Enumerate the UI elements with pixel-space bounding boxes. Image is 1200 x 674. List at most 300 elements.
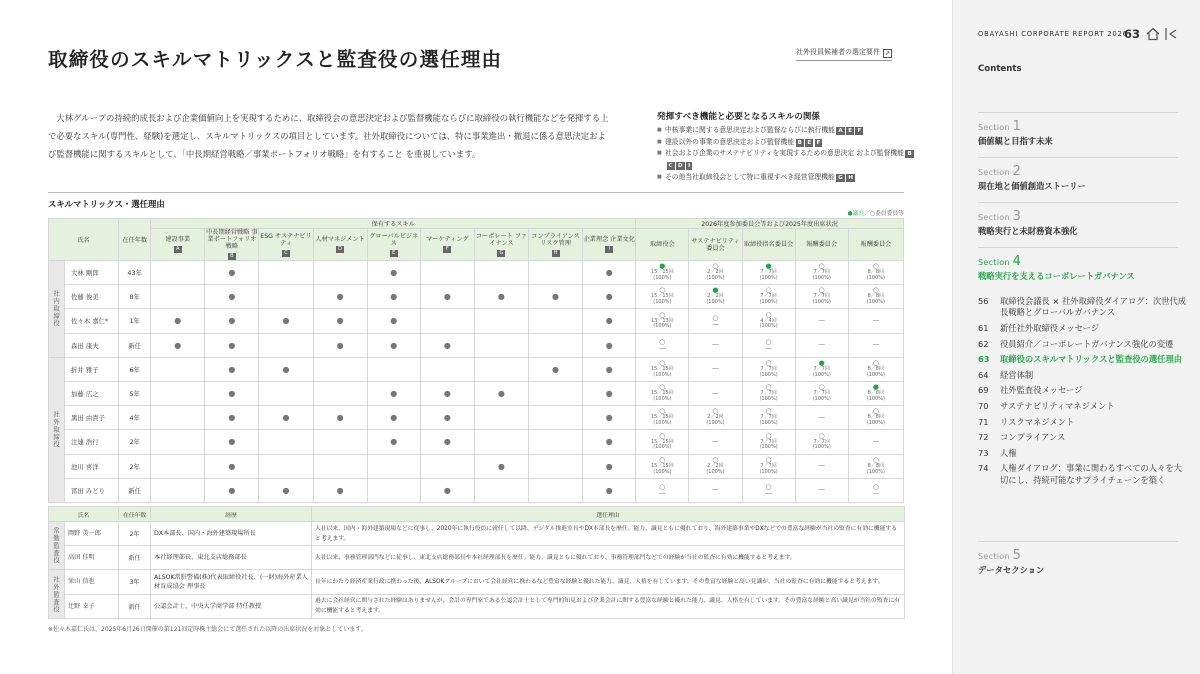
skill-letter: E: [390, 250, 398, 257]
attendance-value: 15／15回: [650, 293, 674, 300]
member-mark: ○: [765, 455, 772, 464]
member-mark: ○: [765, 286, 772, 295]
skill-cell: [151, 406, 205, 430]
section-label: Section: [978, 123, 1010, 132]
attendance-cell: [795, 454, 848, 478]
skill-header: [583, 229, 636, 261]
skill-dot: ●: [336, 485, 344, 495]
page-title: 取締役のスキルマトリックスと監査役の選任理由: [48, 48, 503, 71]
director-name: 大林 剛郎: [65, 261, 119, 285]
legend: ●議長／○委員委員等: [847, 211, 904, 217]
attendance-value: —: [765, 343, 773, 352]
aud-col-reason: 選任理由: [312, 507, 905, 522]
skill-cell: [583, 478, 636, 502]
skill-dot: ●: [228, 316, 236, 326]
auditor-reason: 入社以来、事務管理部門などに従事し、東北支店総務部長や本社経理部長を歴任。能力、識見ともに優れており、事務管理部門などでの経験が当社の監査に有効に機能すると考えます。: [312, 546, 905, 570]
skill-cell: [583, 381, 636, 405]
toc-item[interactable]: [978, 417, 1188, 428]
skill-cell: [151, 454, 205, 478]
member-mark: ○: [659, 431, 666, 440]
attendance-value: 15／15回: [650, 438, 674, 445]
skill-letter-badge: H: [848, 174, 853, 181]
skill-dot: ●: [497, 461, 505, 471]
attendance-cell: [795, 285, 848, 309]
member-mark: ○: [818, 286, 825, 295]
auditor-tenure: 3年: [119, 570, 151, 594]
skill-letter: F: [443, 246, 451, 253]
attendance-value: —: [711, 364, 719, 373]
toc-title: 取締役のスキルマトリックスと監査役の選任理由: [1000, 354, 1183, 365]
attendance-cell: [742, 285, 795, 309]
director-name: 池川 喜洋: [65, 454, 119, 478]
auditor-reason: 過去に会社経営に関与された経験はありませんが、会計の専門家である公認会計士として専門的知見および企業会計に関する豊富な経験と優れた能力、識見、人格を有しています。その豊富な経験と高い識見が当社の監査に有効に機能すると考えます。: [312, 594, 905, 618]
attendance-value: 15／15回: [650, 390, 674, 397]
section-4-toc: [978, 296, 1188, 490]
col-name: 氏名: [49, 219, 119, 261]
attendance-value: 15／15回: [650, 462, 674, 469]
skill-cell: [528, 357, 582, 381]
attendance-cell: [689, 478, 742, 502]
skill-label: ESG サステナビリティ: [260, 232, 312, 247]
committee-header: 報酬委員会: [795, 229, 848, 261]
skill-letter: D: [336, 246, 344, 253]
skill-cell: [259, 285, 313, 309]
skill-dot: ●: [390, 268, 398, 278]
function-text: 社会および企業のサステナビリティを実現するための意思決定 および監督機能: [665, 149, 904, 158]
attendance-rate: (100%): [706, 420, 725, 427]
skill-dot: ●: [228, 364, 236, 374]
aud-col-career: 経歴: [151, 507, 312, 522]
skill-cell: [205, 309, 259, 333]
skill-cell: [259, 454, 313, 478]
toc-item[interactable]: [978, 323, 1188, 334]
attendance-cell: [848, 357, 903, 381]
director-name: 注連 浩行: [65, 430, 119, 454]
attendance-rate: (100%): [653, 275, 672, 282]
attendance-rate: (100%): [812, 299, 831, 306]
skill-dot: ●: [390, 413, 398, 423]
col-attend-group: 2026年度参加委員会等および2025年度出席状況: [636, 219, 904, 229]
skill-cell: [313, 406, 367, 430]
chair-mark: ●: [872, 383, 879, 392]
skill-cell: [259, 309, 313, 333]
attendance-rate: (100%): [866, 420, 885, 427]
member-mark: ○: [818, 262, 825, 271]
skill-cell: [474, 430, 528, 454]
skill-dot: ●: [390, 292, 398, 302]
attendance-cell: [848, 261, 903, 285]
auditor-tenure: 新任: [119, 594, 151, 618]
skill-cell: [259, 261, 313, 285]
skill-cell: [583, 357, 636, 381]
attendance-rate: (100%): [653, 468, 672, 475]
skill-label: コーポレート ファイナンス: [475, 232, 528, 247]
function-text: その他当社取締役会として特に重視すべき経営管理機能: [665, 172, 835, 181]
skill-dot: ●: [497, 292, 505, 302]
member-mark: ○: [765, 407, 772, 416]
skill-cell: [205, 454, 259, 478]
skill-cell: [205, 333, 259, 357]
skill-dot: ●: [390, 389, 398, 399]
toc-page: 69: [978, 385, 989, 396]
attendance-value: 7／7回: [760, 269, 777, 276]
committee-header: 取締役会: [636, 229, 689, 261]
auditor-career: ALSOK常駐警備(株)代表取締役社長、(一財)海外産業人材育成協会 理事長: [151, 570, 312, 594]
toc-page: 56: [978, 296, 989, 306]
member-mark: ○: [872, 262, 879, 271]
toc-item[interactable]: [978, 463, 1188, 486]
director-name: 折井 雅子: [65, 357, 119, 381]
divider: [978, 157, 1178, 158]
attendance-cell: [848, 285, 903, 309]
member-mark: ○: [765, 431, 772, 440]
attendance-rate: (100%): [759, 275, 778, 282]
skill-cell: [151, 285, 205, 309]
attendance-cell: [742, 454, 795, 478]
skill-header: [528, 229, 582, 261]
skill-dot: ●: [605, 461, 613, 471]
skill-cell: [474, 261, 528, 285]
skill-cell: [259, 381, 313, 405]
skill-letter: C: [282, 250, 290, 257]
auditor-name: 岡野 英一郎: [65, 522, 119, 546]
auditor-tenure: 新任: [119, 546, 151, 570]
skill-cell: [583, 333, 636, 357]
skill-letter-badge: B: [797, 139, 802, 146]
skill-letter-badge: A: [838, 128, 843, 134]
toc-page: 61: [978, 323, 989, 333]
tenure-years: 新任: [119, 333, 151, 357]
skill-cell: [583, 406, 636, 430]
chair-legend: ●議長: [847, 211, 865, 217]
attendance-cell: [742, 261, 795, 285]
member-mark: ○: [872, 359, 879, 368]
skill-cell: [151, 309, 205, 333]
skill-matrix-table: [48, 218, 904, 503]
skill-cell: [528, 430, 582, 454]
member-mark: ○: [712, 262, 719, 271]
skill-letter-badge: F: [816, 139, 821, 146]
table-row: [49, 430, 904, 454]
skill-letter-badge: E: [807, 139, 812, 146]
skill-cell: [367, 357, 420, 381]
attendance-cell: [636, 309, 689, 333]
function-skill-relationship: [657, 110, 917, 184]
skill-header: [313, 229, 367, 261]
member-mark: ○: [872, 286, 879, 295]
skill-cell: [583, 454, 636, 478]
skill-letter-badge: F: [857, 128, 862, 134]
attendance-value: —: [872, 437, 880, 445]
skill-dot: ●: [282, 364, 290, 374]
attendance-cell: [742, 430, 795, 454]
attendance-cell: [795, 381, 848, 405]
attendance-value: 2／2回: [707, 293, 724, 300]
divider: [48, 192, 904, 193]
skill-cell: [313, 381, 367, 405]
skill-cell: [528, 285, 582, 309]
attendance-cell: [848, 309, 903, 333]
skill-dot: ●: [390, 437, 398, 447]
attendance-rate: (100%): [812, 371, 831, 378]
skill-cell: [205, 430, 259, 454]
skill-letter: A: [174, 246, 182, 253]
attendance-value: 7／7回: [760, 462, 777, 469]
attendance-cell: [636, 357, 689, 381]
skill-cell: [420, 406, 474, 430]
committee-header: サステナビリティ委員会: [689, 229, 742, 261]
attendance-cell: [795, 333, 848, 357]
skill-dot: ●: [282, 413, 290, 423]
attendance-cell: [742, 478, 795, 502]
chair-mark: ●: [765, 262, 772, 271]
toc-item[interactable]: [978, 370, 1188, 381]
skill-dot: ●: [282, 316, 290, 326]
table-row: [49, 285, 904, 309]
attendance-cell: [848, 454, 903, 478]
skill-dot: ●: [497, 389, 505, 399]
table-row: [49, 333, 904, 357]
director-name: 黒田 由貴子: [65, 406, 119, 430]
skill-cell: [583, 430, 636, 454]
attendance-value: —: [818, 461, 826, 470]
attendance-cell: [742, 381, 795, 405]
attendance-cell: [689, 333, 742, 357]
toc-item[interactable]: [978, 339, 1188, 350]
function-text: 中核事業に関する意思決定および監督ならびに執行機能: [665, 126, 835, 134]
toc-page: 63: [978, 354, 990, 365]
toc-item[interactable]: [978, 448, 1188, 459]
attendance-rate: (100%): [653, 299, 672, 306]
skill-letter-badge: D: [678, 163, 683, 170]
skill-cell: [151, 357, 205, 381]
back-icon[interactable]: [1164, 27, 1178, 41]
attendance-value: 7／7回: [813, 390, 830, 397]
skill-dot: ●: [228, 485, 236, 495]
attendance-rate: (100%): [653, 420, 672, 427]
toc-title: コンプライアンス: [1000, 432, 1066, 443]
attendance-value: 7／7回: [760, 293, 777, 300]
attendance-rate: (100%): [706, 275, 725, 282]
attendance-value: 8／8回: [867, 414, 885, 421]
attendance-value: 13／13回: [650, 317, 674, 324]
attendance-value: 2／2回: [707, 414, 724, 421]
skill-cell: [313, 333, 367, 357]
skill-letter-badge: C: [668, 163, 673, 170]
chair-mark: ●: [659, 262, 666, 271]
skill-cell: [420, 261, 474, 285]
skill-cell: [367, 381, 420, 405]
skill-letter: B: [228, 253, 236, 260]
attendance-cell: [689, 261, 742, 285]
attendance-value: —: [658, 488, 666, 497]
skill-letter-badge: G: [838, 174, 843, 181]
skill-cell: [474, 381, 528, 405]
table-row: [49, 570, 905, 594]
auditor-name: 栄山 信也: [65, 570, 119, 594]
col-skills-group: 保有するスキル: [151, 219, 636, 229]
toc-title: リスクマネジメント: [1000, 416, 1075, 427]
attendance-value: —: [711, 437, 719, 445]
director-group-label: 社外取締役: [49, 357, 65, 502]
attendance-value: —: [711, 388, 719, 397]
attendance-value: 8／8回: [867, 366, 885, 373]
section-4[interactable]: [978, 254, 1178, 282]
skill-cell: [313, 357, 367, 381]
attendance-value: —: [765, 488, 773, 497]
skill-dot: ●: [228, 292, 236, 302]
tenure-years: 5年: [119, 381, 151, 405]
attendance-cell: [689, 381, 742, 405]
skill-cell: [151, 261, 205, 285]
skill-letter-badge: E: [848, 128, 852, 134]
section-name: 戦略実行と未財務資本強化: [978, 226, 1078, 236]
attendance-rate: (100%): [653, 396, 672, 403]
skill-cell: [420, 381, 474, 405]
member-mark: ○: [765, 482, 772, 491]
section-number: 1: [1012, 119, 1022, 134]
selection-criteria-link[interactable]: [796, 47, 892, 61]
attendance-rate: (100%): [812, 275, 831, 282]
attendance-cell: [689, 430, 742, 454]
attendance-value: 7／7回: [813, 293, 830, 300]
skill-cell: [205, 285, 259, 309]
col-years: 在任年数: [119, 219, 151, 261]
skill-dot: ●: [174, 340, 182, 350]
member-mark: ○: [765, 359, 772, 368]
section-5[interactable]: [978, 548, 1178, 576]
skill-header: [420, 229, 474, 261]
attendance-cell: [848, 430, 903, 454]
skill-cell: [474, 357, 528, 381]
footnote: ※佐々木嘉仁氏は、2025年6月26日開催の第121回定時株主総会にて選任された以降の出席状況を対象としています。: [48, 626, 367, 633]
attendance-value: —: [818, 316, 826, 325]
skill-dot: ●: [228, 268, 236, 278]
attendance-cell: [689, 309, 742, 333]
toc-item[interactable]: [978, 385, 1188, 396]
skill-dot: ●: [443, 413, 451, 423]
skill-dot: ●: [174, 316, 182, 326]
section-number: 2: [1012, 164, 1022, 179]
skill-letter: I: [605, 246, 613, 253]
skill-label: 中長期経営戦略 事業ポートフォリオ戦略: [206, 229, 258, 250]
attendance-value: 15／15回: [650, 269, 674, 276]
toc-title: 経営体制: [1000, 369, 1034, 380]
member-mark: ○: [818, 383, 825, 392]
skill-cell: [420, 478, 474, 502]
toc-item[interactable]: [978, 296, 1188, 319]
skill-cell: [420, 309, 474, 333]
toc-item[interactable]: [978, 354, 1188, 365]
director-name: 佐々木 嘉仁*: [65, 309, 119, 333]
auditor-reason: 入社以来、国内・海外建築現場などに従事し、2020年に執行役員に就任して以降、デジタル推進室長やDX本部長を歴任。能力、識見ともに優れており、海外建築事業やDXなどでの豊富な経験が当社の監査に有効に機能すると考えます。: [312, 522, 905, 546]
member-mark: ○: [659, 482, 666, 491]
attendance-value: —: [872, 340, 880, 349]
skill-cell: [259, 357, 313, 381]
attendance-value: —: [818, 340, 826, 349]
attendance-value: 7／7回: [813, 438, 830, 445]
skill-cell: [583, 285, 636, 309]
tenure-years: 新任: [119, 478, 151, 502]
section-number: 4: [1012, 254, 1022, 269]
skill-dot: ●: [605, 316, 613, 326]
section-name: データセクション: [978, 565, 1045, 575]
skill-dot: ●: [443, 485, 451, 495]
skill-cell: [205, 381, 259, 405]
attendance-value: —: [818, 485, 826, 494]
attendance-cell: [848, 381, 903, 405]
home-icon[interactable]: [1146, 27, 1160, 41]
member-mark: ○: [659, 407, 666, 416]
skill-dot: ●: [552, 292, 560, 302]
attendance-cell: [636, 406, 689, 430]
attendance-value: —: [711, 485, 719, 494]
auditor-tenure: 2年: [119, 522, 151, 546]
attendance-cell: [636, 285, 689, 309]
skill-dot: ●: [605, 268, 613, 278]
function-heading: 発揮すべき機能と必要となるスキルの関係: [657, 112, 821, 122]
skill-cell: [474, 478, 528, 502]
attendance-cell: [742, 357, 795, 381]
attendance-value: 15／15回: [650, 414, 674, 421]
skill-label: 企業理念 企業文化: [583, 236, 635, 243]
member-mark: ○: [659, 383, 666, 392]
skill-dot: ●: [228, 389, 236, 399]
skill-cell: [367, 285, 420, 309]
skill-cell: [259, 478, 313, 502]
skill-letter-badge: I: [688, 163, 691, 170]
skill-cell: [205, 478, 259, 502]
tenure-years: 4年: [119, 406, 151, 430]
attendance-cell: [795, 309, 848, 333]
attendance-cell: [848, 406, 903, 430]
attendance-rate: (100%): [653, 371, 672, 378]
section-1[interactable]: [978, 119, 1178, 147]
attendance-rate: (100%): [812, 444, 831, 451]
toc-title: 取締役会議長 × 社外取締役ダイアログ：次世代成長戦略とグローバルガバナンス: [1000, 296, 1187, 318]
skill-cell: [474, 454, 528, 478]
function-text: 建設以外の事業の意思決定および監督機能: [665, 137, 795, 146]
skill-cell: [528, 406, 582, 430]
skill-cell: [205, 357, 259, 381]
attendance-cell: [636, 333, 689, 357]
skill-dot: ●: [336, 292, 344, 302]
attendance-cell: [689, 285, 742, 309]
tenure-years: 2年: [119, 430, 151, 454]
skill-cell: [474, 285, 528, 309]
attendance-rate: (100%): [759, 420, 778, 427]
skill-cell: [367, 309, 420, 333]
toc-item[interactable]: [978, 432, 1188, 443]
skill-cell: [367, 406, 420, 430]
auditor-reason: 長年にわたり経済産業行政に携わった後、ALSOKグループにおいて会社経営に携わるなど豊富な経験と優れた能力、識見、人格を有しています。その豊富な経験と高い見識が、当社の監査に有効に機能すると考えます。: [312, 570, 905, 594]
section-3[interactable]: [978, 209, 1178, 237]
intro-text: 大林グループの持続的成長および企業価値向上を実現するために、取締役会の意思決定および監督機能ならびに取締役の執行機能などを発揮する上で必要なスキル(専門性、経験)を選定し、スキルマトリックスの項目としています。社外取締役については、特に事業進出・撤退に係る意思決定および監督機能に関するスキルとして、「中長期経営戦略／事業ポートフォリオ戦略」を有すること を重視しています。: [48, 113, 609, 159]
divider: [978, 202, 1178, 203]
section-2[interactable]: [978, 164, 1178, 192]
skill-dot: ●: [443, 389, 451, 399]
tenure-years: 43年: [119, 261, 151, 285]
tenure-years: 6年: [119, 357, 151, 381]
attendance-rate: (100%): [866, 371, 885, 378]
toc-item[interactable]: [978, 401, 1188, 412]
skill-cell: [528, 478, 582, 502]
skill-cell: [313, 261, 367, 285]
attendance-value: 2／2回: [707, 269, 724, 276]
toc-page: 62: [978, 338, 989, 349]
table-row: [49, 357, 904, 381]
skill-letter-badge: B: [907, 151, 912, 158]
